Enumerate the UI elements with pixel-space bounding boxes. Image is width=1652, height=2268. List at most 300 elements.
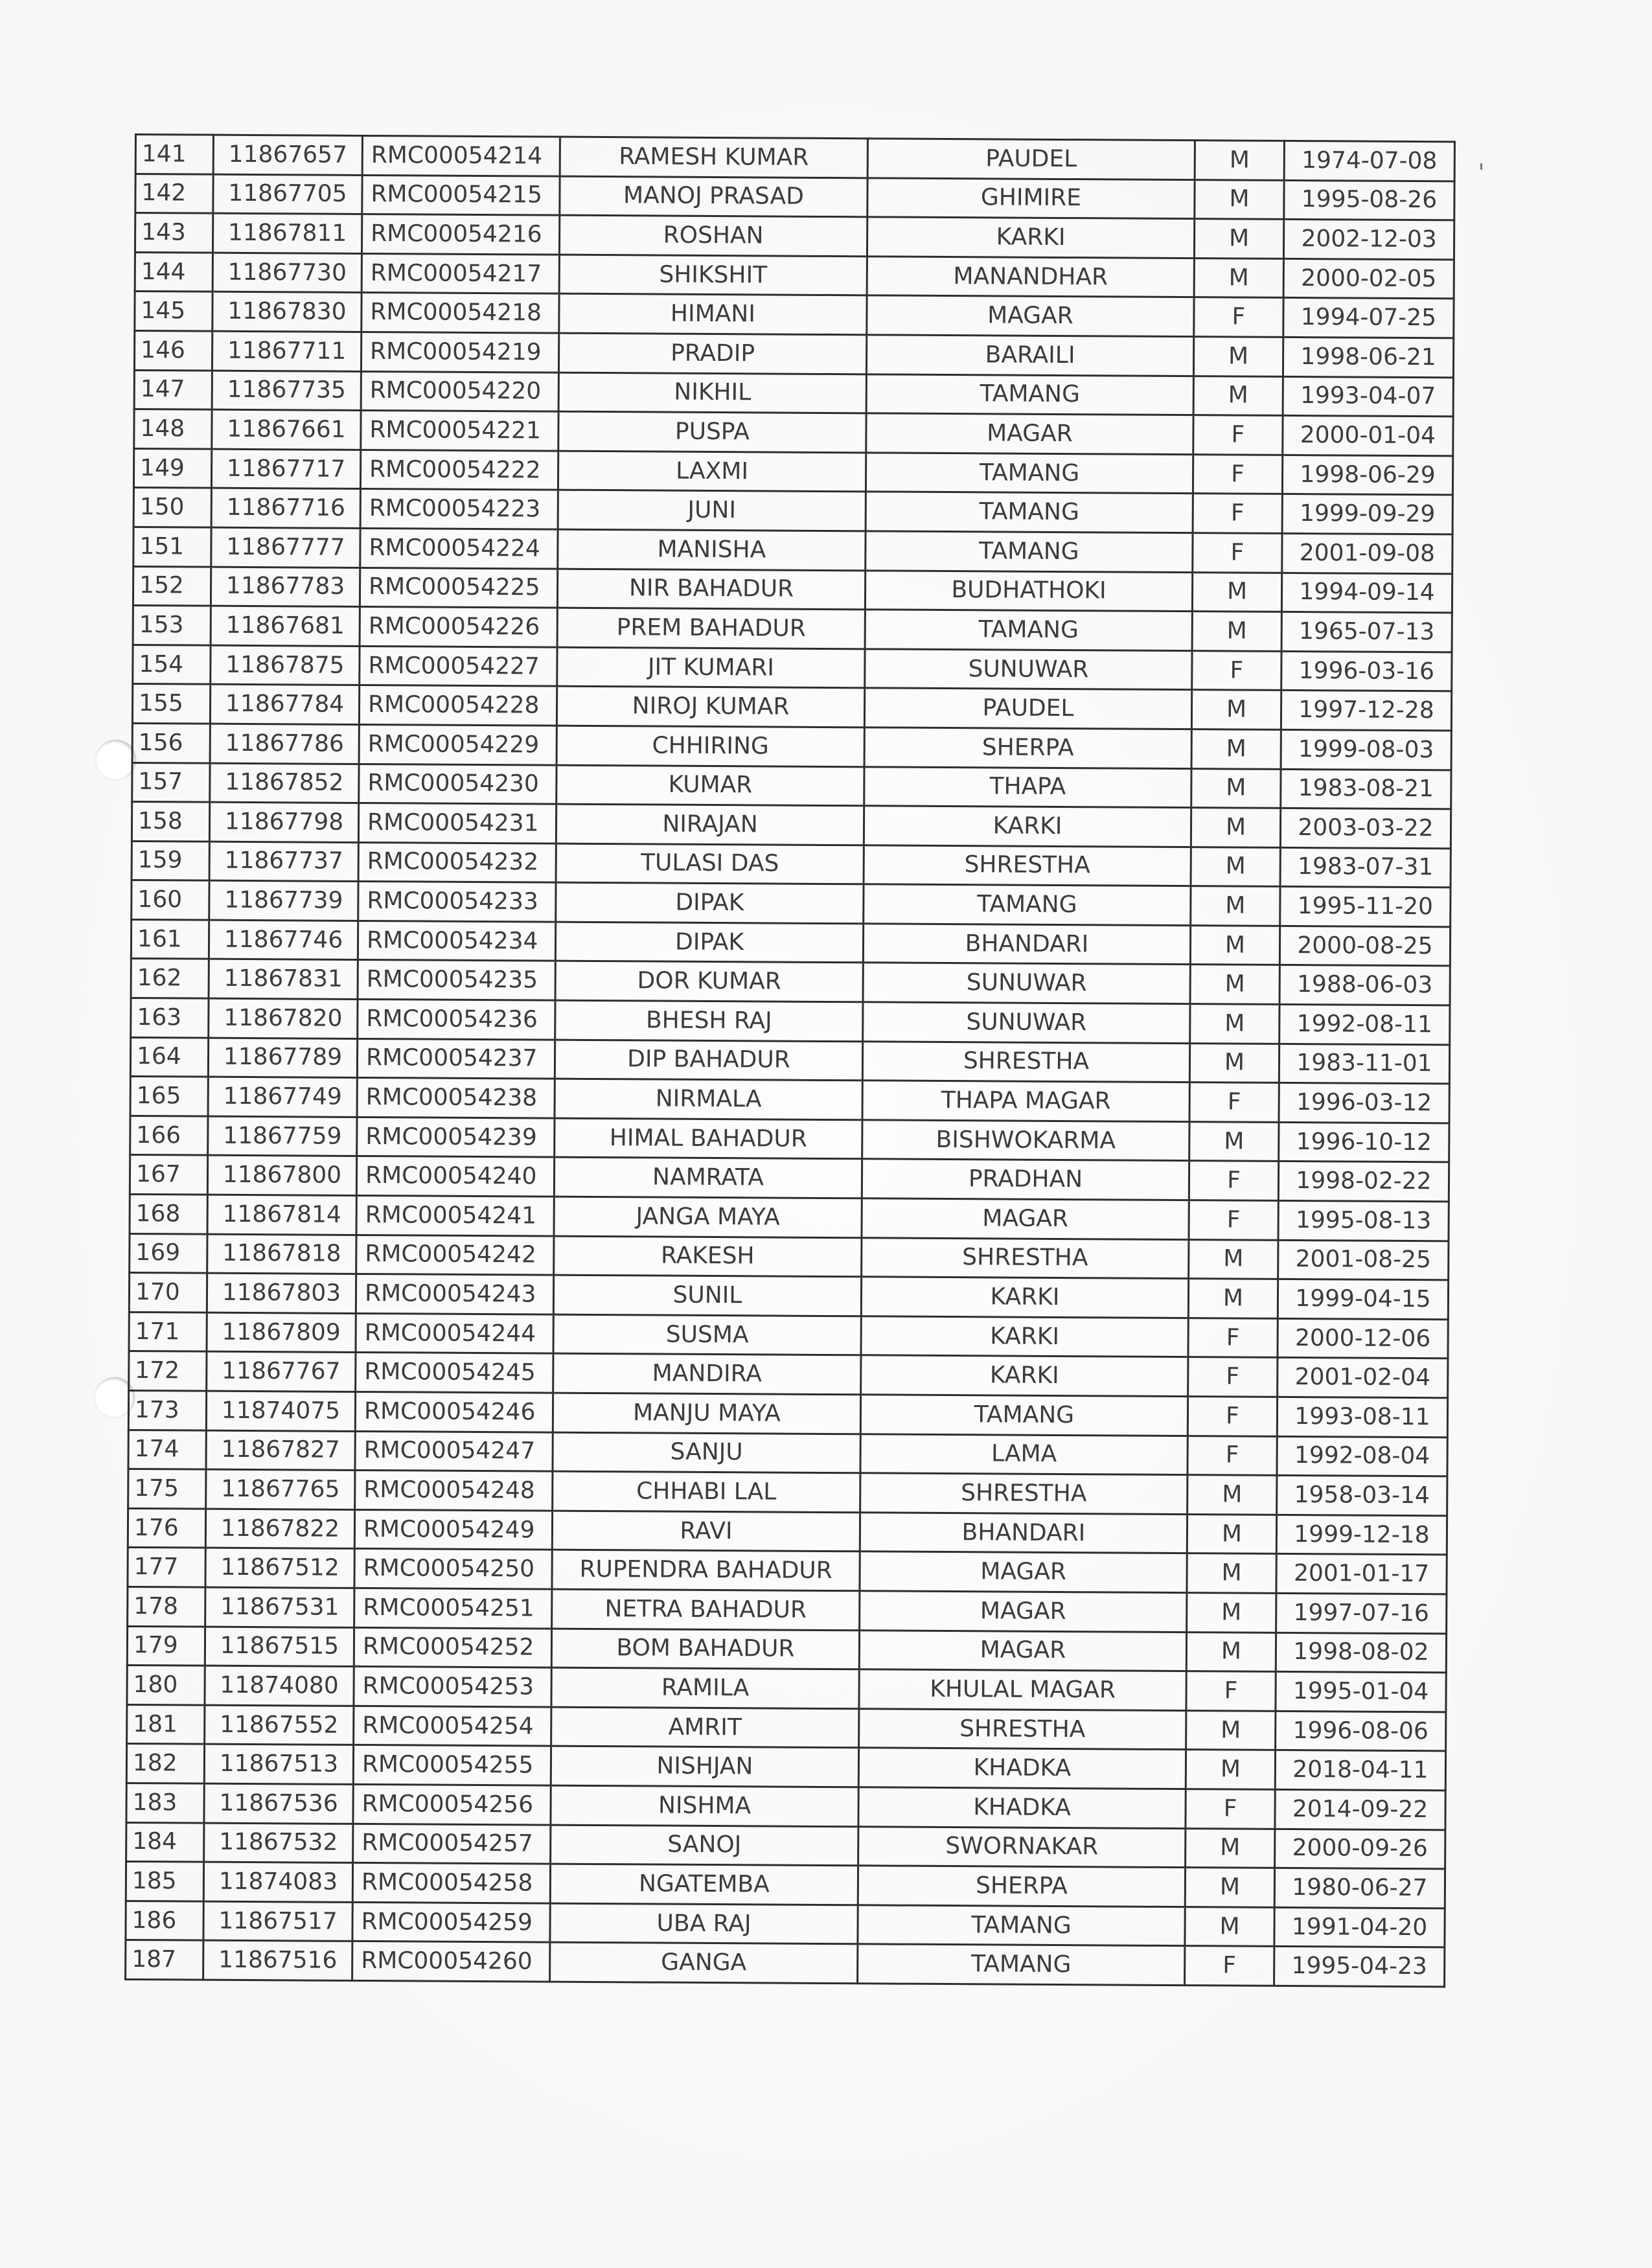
date-of-birth-cell: 2000-09-26 — [1275, 1829, 1445, 1869]
id-number-cell: 11867746 — [209, 920, 358, 960]
table-row — [131, 919, 1450, 966]
serial-number-cell: 149 — [133, 448, 211, 488]
table-row — [135, 252, 1454, 299]
gender-cell: M — [1185, 1868, 1274, 1907]
id-number-cell: 11867735 — [212, 371, 361, 411]
table-row — [126, 1783, 1445, 1829]
gender-cell: F — [1189, 1082, 1279, 1122]
table-row — [126, 1862, 1445, 1908]
gender-cell: M — [1191, 690, 1281, 729]
last-name-cell: PAUDEL — [864, 688, 1191, 729]
first-name-cell: CHHIRING — [556, 726, 864, 766]
id-number-cell: 11867657 — [213, 135, 362, 175]
last-name-cell: SHRESTHA — [862, 1041, 1189, 1082]
id-number-cell: 11867830 — [212, 292, 361, 332]
date-of-birth-cell: 1994-09-14 — [1281, 573, 1452, 613]
date-of-birth-cell: 2000-08-25 — [1279, 926, 1450, 966]
last-name-cell: BISHWOKARMA — [862, 1120, 1189, 1161]
first-name-cell: CHHABI LAL — [553, 1471, 860, 1512]
first-name-cell: JUNI — [558, 490, 866, 531]
first-name-cell: ROSHAN — [559, 215, 867, 256]
id-number-cell: 11867716 — [211, 488, 360, 529]
date-of-birth-cell: 2001-08-25 — [1278, 1240, 1449, 1280]
id-number-cell: 11874080 — [205, 1666, 354, 1706]
serial-number-cell: 168 — [130, 1195, 207, 1234]
registration-number-cell: RMC00054224 — [360, 528, 558, 568]
date-of-birth-cell: 2000-02-05 — [1283, 258, 1454, 299]
registration-number-cell: RMC00054230 — [359, 764, 556, 804]
id-number-cell: 11867800 — [207, 1156, 356, 1196]
registration-number-cell: RMC00054221 — [361, 411, 558, 451]
first-name-cell: SANOJ — [551, 1825, 858, 1866]
punch-hole — [96, 740, 136, 780]
first-name-cell: NIRMALA — [555, 1079, 862, 1119]
id-number-cell: 11867705 — [213, 174, 362, 214]
last-name-cell: SHRESTHA — [862, 1237, 1189, 1278]
id-number-cell: 11867789 — [208, 1038, 357, 1078]
date-of-birth-cell: 2018-04-11 — [1275, 1750, 1445, 1791]
gender-cell: M — [1188, 1279, 1278, 1318]
serial-number-cell: 143 — [135, 213, 212, 253]
last-name-cell: TAMANG — [866, 453, 1193, 494]
last-name-cell: MAGAR — [860, 1552, 1187, 1592]
last-name-cell: TAMANG — [858, 1905, 1185, 1945]
date-of-birth-cell: 2000-01-04 — [1283, 416, 1453, 456]
serial-number-cell: 148 — [134, 409, 212, 449]
date-of-birth-cell: 1983-07-31 — [1280, 847, 1451, 888]
table-row — [126, 1901, 1445, 1947]
date-of-birth-cell: 1997-12-28 — [1281, 691, 1451, 731]
serial-number-cell: 161 — [131, 919, 209, 959]
first-name-cell: SUSMA — [553, 1314, 861, 1355]
id-number-cell: 11867531 — [205, 1587, 354, 1627]
last-name-cell: TAMANG — [858, 1944, 1185, 1985]
id-number-cell: 11867661 — [212, 409, 361, 450]
table-row — [133, 645, 1452, 691]
serial-number-cell: 165 — [130, 1077, 208, 1116]
registration-number-cell: RMC00054254 — [354, 1706, 551, 1746]
gender-cell: M — [1195, 179, 1284, 219]
last-name-cell: TAMANG — [866, 492, 1193, 533]
serial-number-cell: 186 — [126, 1901, 203, 1940]
last-name-cell: SHERPA — [864, 727, 1191, 768]
registration-number-cell: RMC00054236 — [358, 1000, 555, 1040]
date-of-birth-cell: 1980-06-27 — [1274, 1868, 1445, 1908]
id-number-cell: 11867536 — [204, 1783, 353, 1824]
first-name-cell: RAKESH — [554, 1236, 862, 1277]
id-number-cell: 11867822 — [205, 1509, 354, 1549]
registration-number-cell: RMC00054239 — [357, 1117, 555, 1157]
first-name-cell: HIMAL BAHADUR — [555, 1118, 862, 1159]
registration-number-cell: RMC00054229 — [359, 724, 556, 764]
id-number-cell: 11867827 — [206, 1430, 355, 1471]
gender-cell: M — [1186, 1828, 1275, 1868]
registration-number-cell: RMC00054248 — [355, 1471, 553, 1511]
first-name-cell: MANISHA — [558, 529, 866, 570]
id-number-cell: 11867765 — [206, 1469, 355, 1509]
id-number-cell: 11867517 — [203, 1901, 352, 1942]
serial-number-cell: 156 — [132, 723, 210, 762]
date-of-birth-cell: 1998-06-29 — [1282, 455, 1452, 495]
table-row — [131, 998, 1450, 1045]
first-name-cell: RAMILA — [551, 1667, 859, 1708]
registration-number-cell: RMC00054233 — [358, 882, 556, 922]
gender-cell: M — [1195, 141, 1284, 180]
id-number-cell: 11874075 — [206, 1391, 355, 1431]
id-number-cell: 11867737 — [209, 842, 358, 882]
table-row — [130, 1155, 1449, 1202]
table-row — [130, 1077, 1449, 1123]
serial-number-cell: 177 — [128, 1548, 205, 1587]
id-number-cell: 11867759 — [208, 1116, 357, 1156]
serial-number-cell: 150 — [133, 488, 211, 527]
table-row — [128, 1390, 1447, 1437]
gender-cell: M — [1191, 847, 1280, 886]
id-number-cell: 11867814 — [207, 1195, 356, 1235]
scan-speck — [1480, 163, 1482, 170]
serial-number-cell: 147 — [134, 370, 212, 409]
id-number-cell: 11867516 — [203, 1940, 352, 1980]
gender-cell: F — [1189, 1161, 1278, 1200]
registration-number-cell: RMC00054220 — [361, 371, 558, 411]
last-name-cell: SHRESTHA — [864, 845, 1191, 886]
last-name-cell: MAGAR — [859, 1630, 1186, 1671]
last-name-cell: SHRESTHA — [860, 1473, 1187, 1514]
last-name-cell: PAUDEL — [867, 139, 1195, 179]
first-name-cell: NIR BAHADUR — [557, 569, 865, 610]
table-row — [132, 762, 1451, 809]
last-name-cell: SHRESTHA — [859, 1709, 1186, 1750]
last-name-cell: MAGAR — [866, 413, 1193, 454]
id-number-cell: 11867809 — [207, 1312, 356, 1353]
table-row — [135, 174, 1454, 220]
serial-number-cell: 183 — [126, 1783, 204, 1822]
first-name-cell: NIRAJAN — [556, 804, 864, 845]
gender-cell: F — [1193, 415, 1283, 455]
serial-number-cell: 178 — [128, 1586, 205, 1626]
date-of-birth-cell: 1999-04-15 — [1278, 1279, 1448, 1320]
serial-number-cell: 144 — [135, 252, 212, 292]
table-row — [127, 1704, 1446, 1751]
last-name-cell: MAGAR — [867, 295, 1194, 336]
registration-number-cell: RMC00054216 — [361, 214, 559, 255]
first-name-cell: HIMANI — [559, 294, 867, 335]
table-row — [135, 213, 1454, 260]
gender-cell: M — [1185, 1907, 1274, 1946]
last-name-cell: TAMANG — [866, 374, 1193, 415]
date-of-birth-cell: 2003-03-22 — [1280, 808, 1451, 848]
table-row — [128, 1548, 1447, 1594]
registration-number-cell: RMC00054222 — [360, 450, 558, 490]
id-number-cell: 11874083 — [203, 1862, 352, 1902]
serial-number-cell: 171 — [129, 1312, 207, 1351]
first-name-cell: KUMAR — [556, 765, 864, 806]
first-name-cell: MANDIRA — [553, 1354, 861, 1395]
serial-number-cell: 185 — [126, 1862, 203, 1901]
serial-number-cell: 157 — [132, 762, 210, 802]
date-of-birth-cell: 1996-03-12 — [1279, 1083, 1449, 1123]
date-of-birth-cell: 1996-08-06 — [1276, 1711, 1446, 1751]
registration-number-cell: RMC00054227 — [360, 646, 557, 686]
date-of-birth-cell: 1998-08-02 — [1276, 1632, 1446, 1673]
table-row — [132, 684, 1451, 731]
serial-number-cell: 152 — [133, 566, 211, 606]
last-name-cell: BARAILI — [866, 335, 1193, 376]
gender-cell: F — [1188, 1318, 1278, 1357]
serial-number-cell: 153 — [133, 606, 211, 645]
first-name-cell: NIKHIL — [558, 372, 866, 413]
registration-number-cell: RMC00054232 — [358, 842, 556, 882]
last-name-cell: KARKI — [864, 806, 1191, 847]
gender-cell: M — [1194, 219, 1283, 258]
gender-cell: M — [1191, 808, 1280, 847]
table-row — [128, 1508, 1447, 1555]
table-row — [128, 1586, 1447, 1633]
registration-number-cell: RMC00054243 — [356, 1274, 553, 1314]
table-row — [127, 1626, 1446, 1673]
serial-number-cell: 158 — [132, 802, 209, 842]
first-name-cell: JANGA MAYA — [554, 1197, 862, 1237]
first-name-cell: MANOJ PRASAD — [560, 176, 867, 217]
serial-number-cell: 182 — [126, 1744, 204, 1783]
last-name-cell: KHADKA — [858, 1787, 1186, 1828]
first-name-cell: LAXMI — [558, 451, 866, 492]
serial-number-cell: 164 — [130, 1037, 208, 1077]
serial-number-cell: 180 — [127, 1666, 205, 1705]
table-row — [128, 1430, 1447, 1476]
gender-cell: M — [1187, 1475, 1277, 1515]
first-name-cell: DOR KUMAR — [555, 961, 863, 1002]
id-number-cell: 11867512 — [205, 1548, 354, 1588]
table-row — [130, 1195, 1449, 1241]
table-row — [130, 1037, 1449, 1084]
id-number-cell: 11867777 — [211, 527, 360, 567]
gender-cell: F — [1192, 650, 1281, 690]
last-name-cell: SUNUWAR — [863, 1002, 1190, 1043]
first-name-cell: JIT KUMARI — [557, 647, 865, 688]
id-number-cell: 11867532 — [204, 1823, 353, 1863]
registration-number-cell: RMC00054250 — [354, 1549, 552, 1589]
date-of-birth-cell: 1998-02-22 — [1278, 1162, 1449, 1202]
registration-number-cell: RMC00054240 — [356, 1156, 554, 1197]
serial-number-cell: 155 — [132, 684, 210, 724]
registration-number-cell: RMC00054218 — [361, 293, 559, 333]
first-name-cell: NIROJ KUMAR — [556, 686, 864, 727]
date-of-birth-cell: 1965-07-13 — [1281, 612, 1452, 652]
id-number-cell: 11867875 — [211, 645, 360, 685]
registration-number-cell: RMC00054252 — [354, 1627, 551, 1667]
first-name-cell: RUPENDRA BAHADUR — [552, 1550, 860, 1591]
date-of-birth-cell: 1995-01-04 — [1276, 1672, 1446, 1712]
date-of-birth-cell: 1992-08-11 — [1279, 1004, 1450, 1044]
registration-number-cell: RMC00054249 — [354, 1509, 552, 1550]
id-number-cell: 11867681 — [211, 606, 360, 646]
date-of-birth-cell: 1993-08-11 — [1277, 1397, 1447, 1437]
date-of-birth-cell: 1995-11-20 — [1280, 887, 1451, 927]
registration-number-cell: RMC00054242 — [356, 1235, 554, 1275]
last-name-cell: TAMANG — [866, 531, 1193, 572]
registration-number-cell: RMC00054241 — [356, 1195, 554, 1235]
gender-cell: M — [1190, 1004, 1279, 1044]
date-of-birth-cell: 1999-08-03 — [1281, 729, 1451, 770]
last-name-cell: MAGAR — [862, 1198, 1189, 1239]
id-number-cell: 11867831 — [209, 959, 358, 1000]
first-name-cell: BOM BAHADUR — [551, 1629, 859, 1669]
first-name-cell: PUSPA — [558, 411, 866, 452]
id-number-cell: 11867717 — [211, 449, 360, 489]
gender-cell: M — [1192, 572, 1281, 612]
gender-cell: M — [1189, 1121, 1279, 1161]
registration-number-cell: RMC00054246 — [355, 1392, 553, 1432]
serial-number-cell: 184 — [126, 1822, 204, 1862]
date-of-birth-cell: 1999-12-18 — [1276, 1515, 1447, 1555]
first-name-cell: RAVI — [552, 1511, 860, 1552]
serial-number-cell: 146 — [134, 330, 212, 370]
serial-number-cell: 154 — [133, 645, 211, 684]
id-number-cell: 11867711 — [212, 331, 361, 371]
gender-cell: M — [1186, 1750, 1275, 1789]
date-of-birth-cell: 2001-09-08 — [1282, 533, 1452, 573]
gender-cell: F — [1193, 494, 1282, 533]
serial-number-cell: 174 — [128, 1430, 206, 1469]
table-row — [132, 880, 1451, 927]
date-of-birth-cell: 1983-08-21 — [1281, 769, 1451, 809]
date-of-birth-cell: 1997-07-16 — [1276, 1593, 1447, 1633]
last-name-cell: KARKI — [867, 217, 1194, 258]
last-name-cell: KARKI — [861, 1316, 1188, 1357]
registration-number-cell: RMC00054215 — [362, 175, 560, 215]
first-name-cell: RAMESH KUMAR — [560, 137, 867, 178]
first-name-cell: SANJU — [553, 1432, 860, 1473]
registration-number-cell: RMC00054244 — [356, 1313, 553, 1353]
id-number-cell: 11867552 — [205, 1705, 354, 1745]
registration-number-cell: RMC00054251 — [354, 1588, 552, 1628]
date-of-birth-cell: 1991-04-20 — [1274, 1907, 1445, 1947]
table-row — [134, 370, 1453, 417]
registration-number-cell: RMC00054253 — [354, 1667, 551, 1707]
table-row — [129, 1351, 1448, 1398]
id-number-cell: 11867749 — [208, 1077, 357, 1117]
id-number-cell: 11867513 — [204, 1744, 353, 1784]
registration-number-cell: RMC00054217 — [361, 253, 559, 293]
registration-number-cell: RMC00054259 — [352, 1902, 550, 1942]
table-row — [126, 1822, 1445, 1869]
id-number-cell: 11867818 — [207, 1234, 356, 1274]
last-name-cell: KARKI — [861, 1277, 1188, 1318]
table-row — [130, 1233, 1449, 1280]
gender-cell: M — [1186, 1632, 1276, 1671]
table-row — [126, 1744, 1445, 1791]
last-name-cell: SUNUWAR — [865, 649, 1192, 690]
registration-number-cell: RMC00054214 — [362, 135, 560, 176]
table-row — [135, 292, 1454, 338]
serial-number-cell: 160 — [132, 880, 209, 920]
gender-cell: M — [1187, 1553, 1276, 1593]
id-number-cell: 11867730 — [212, 253, 361, 293]
serial-number-cell: 163 — [131, 998, 209, 1038]
last-name-cell: SWORNAKAR — [858, 1826, 1186, 1867]
last-name-cell: TAMANG — [864, 884, 1191, 925]
date-of-birth-cell: 1994-07-25 — [1283, 298, 1454, 338]
date-of-birth-cell: 2000-12-06 — [1278, 1318, 1448, 1358]
serial-number-cell: 145 — [135, 292, 212, 331]
serial-number-cell: 172 — [129, 1351, 207, 1391]
serial-number-cell: 151 — [133, 527, 211, 566]
first-name-cell: DIPAK — [555, 922, 863, 963]
table-row — [133, 448, 1452, 495]
registration-number-cell: RMC00054237 — [357, 1038, 555, 1079]
table-row — [128, 1469, 1447, 1516]
gender-cell: M — [1189, 1043, 1279, 1082]
gender-cell: F — [1186, 1671, 1276, 1711]
date-of-birth-cell: 1996-10-12 — [1279, 1122, 1449, 1162]
id-number-cell: 11867784 — [210, 684, 359, 724]
first-name-cell: DIPAK — [556, 882, 864, 923]
gender-cell: M — [1190, 925, 1279, 965]
first-name-cell: UBA RAJ — [550, 1903, 858, 1944]
first-name-cell: PRADIP — [558, 333, 866, 374]
registration-number-cell: RMC00054255 — [353, 1745, 551, 1785]
table-row — [129, 1273, 1448, 1320]
table-row — [132, 723, 1451, 770]
first-name-cell: GANGA — [550, 1942, 858, 1983]
registration-number-cell: RMC00054247 — [355, 1431, 553, 1471]
table-row — [133, 606, 1452, 652]
date-of-birth-cell: 1958-03-14 — [1277, 1476, 1447, 1516]
gender-cell: F — [1186, 1789, 1275, 1829]
id-number-cell: 11867852 — [210, 763, 359, 803]
registration-number-cell: RMC00054225 — [360, 567, 557, 608]
registration-number-cell: RMC00054223 — [360, 489, 558, 529]
table-row — [127, 1666, 1446, 1712]
serial-number-cell: 176 — [128, 1508, 205, 1548]
first-name-cell: BHESH RAJ — [555, 1000, 863, 1041]
gender-cell: M — [1194, 258, 1283, 297]
registration-number-cell: RMC00054245 — [356, 1353, 553, 1393]
gender-cell: M — [1192, 612, 1281, 651]
date-of-birth-cell: 1974-07-08 — [1284, 141, 1454, 181]
last-name-cell: PRADHAN — [862, 1159, 1189, 1200]
date-of-birth-cell: 2001-02-04 — [1278, 1358, 1448, 1398]
table-row — [131, 959, 1450, 1005]
table-row — [133, 488, 1452, 534]
table-row — [126, 1940, 1445, 1987]
first-name-cell: NETRA BAHADUR — [552, 1589, 860, 1630]
date-of-birth-cell: 2014-09-22 — [1275, 1789, 1445, 1829]
date-of-birth-cell: 1996-03-16 — [1281, 651, 1452, 691]
date-of-birth-cell: 1995-04-23 — [1274, 1947, 1445, 1987]
serial-number-cell: 173 — [128, 1390, 206, 1430]
date-of-birth-cell: 1983-11-01 — [1279, 1044, 1449, 1084]
first-name-cell: NAMRATA — [554, 1158, 862, 1198]
registration-number-cell: RMC00054257 — [353, 1824, 551, 1864]
gender-cell: F — [1193, 454, 1282, 494]
table-row — [133, 527, 1452, 573]
last-name-cell: GHIMIRE — [867, 178, 1195, 218]
date-of-birth-cell: 2002-12-03 — [1283, 220, 1454, 260]
last-name-cell: SUNUWAR — [863, 963, 1190, 1003]
serial-number-cell: 142 — [135, 174, 213, 213]
serial-number-cell: 181 — [127, 1704, 205, 1744]
registration-number-cell: RMC00054234 — [358, 921, 555, 961]
id-number-cell: 11867820 — [209, 998, 358, 1038]
date-of-birth-cell: 2001-01-17 — [1276, 1554, 1447, 1594]
first-name-cell: NISHJAN — [551, 1746, 858, 1787]
roster-body — [126, 135, 1455, 1987]
registration-number-cell: RMC00054231 — [358, 803, 556, 843]
table-row — [135, 135, 1454, 181]
serial-number-cell: 159 — [132, 841, 209, 880]
